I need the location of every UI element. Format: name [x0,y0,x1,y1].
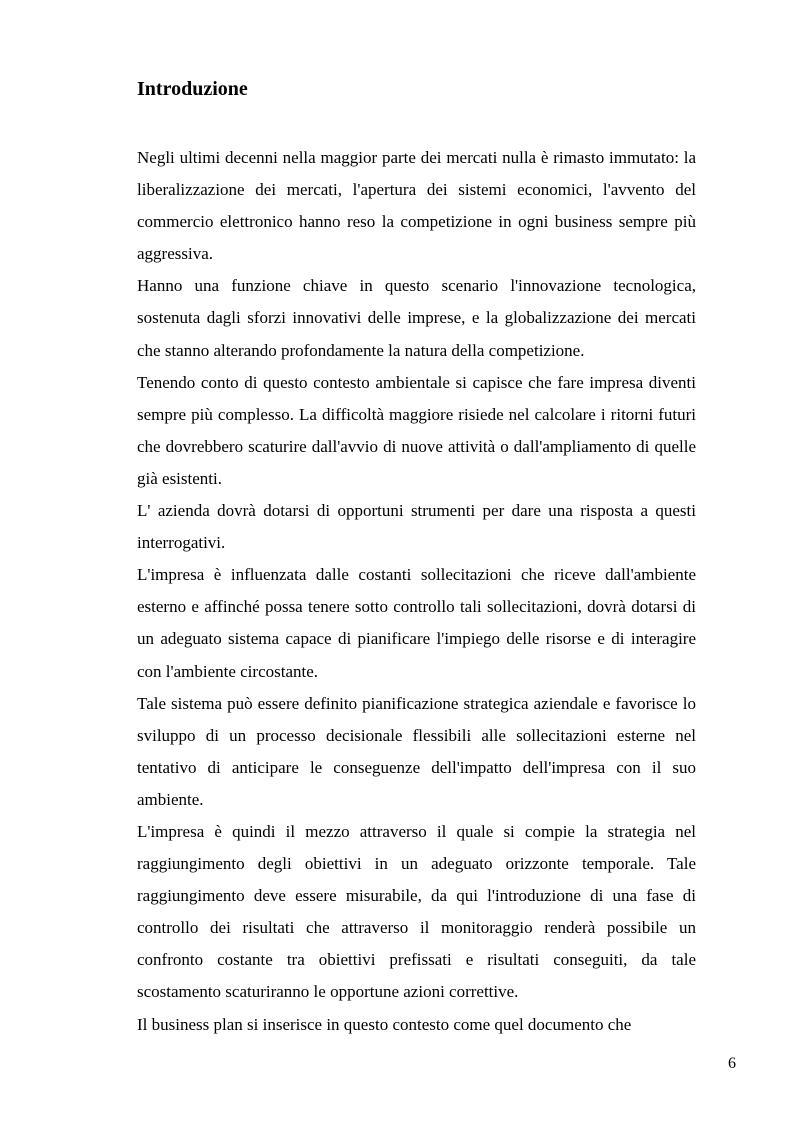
section-title: Introduzione [137,78,248,100]
paragraph: Tale sistema può essere definito pianificazione strategica aziendale e favorisce lo sviluppo di un processo decisionale flessibili alle sollecitazioni esterne nel tentativo di anticipare le conseguenze dell'impatto dell'impresa con il suo ambiente. [137,693,696,809]
page-number: 6 [728,1055,736,1072]
body-text [137,142,696,1041]
paragraph: Il business plan si inserisce in questo contesto come quel documento che [137,1014,632,1034]
paragraph: Negli ultimi decenni nella maggior parte dei mercati nulla è rimasto immutato: la liberalizzazione dei mercati, l'apertura dei sistemi economici, l'avvento del commercio elettronico hanno reso la competizione in ogni business sempre più aggressiva. [137,148,696,264]
paragraph: Hanno una funzione chiave in questo scenario l'innovazione tecnologica, sostenuta dagli sforzi innovativi delle imprese, e la globalizzazione dei mercati che stanno alterando profondamente la natura della competizione. [137,276,696,360]
paragraph: Tenendo conto di questo contesto ambientale si capisce che fare impresa diventi sempre più complesso. La difficoltà maggiore risiede nel calcolare i ritorni futuri che dovrebbero scaturire dall'avvio di nuove attività o dall'ampliamento di quelle già esistenti. [137,372,696,488]
paragraph: L'impresa è influenzata dalle costanti sollecitazioni che riceve dall'ambiente esterno e affinché possa tenere sotto controllo tali sollecitazioni, dovrà dotarsi di un adeguato sistema capace di pianificare l'impiego delle risorse e di interagire con l'ambiente circostante. [137,565,696,681]
paragraph: L'impresa è quindi il mezzo attraverso il quale si compie la strategia nel raggiungimento degli obiettivi in un adeguato orizzonte temporale. Tale raggiungimento deve essere misurabile, da qui l'introduzione di una fase di controllo dei risultati che attraverso il monitoraggio renderà possibile un confronto costante tra obiettivi prefissati e risultati conseguiti, da tale scostamento scaturiranno le opportune azioni correttive. [137,821,696,1002]
paragraph: L' azienda dovrà dotarsi di opportuni strumenti per dare una risposta a questi interrogativi. [137,501,696,553]
